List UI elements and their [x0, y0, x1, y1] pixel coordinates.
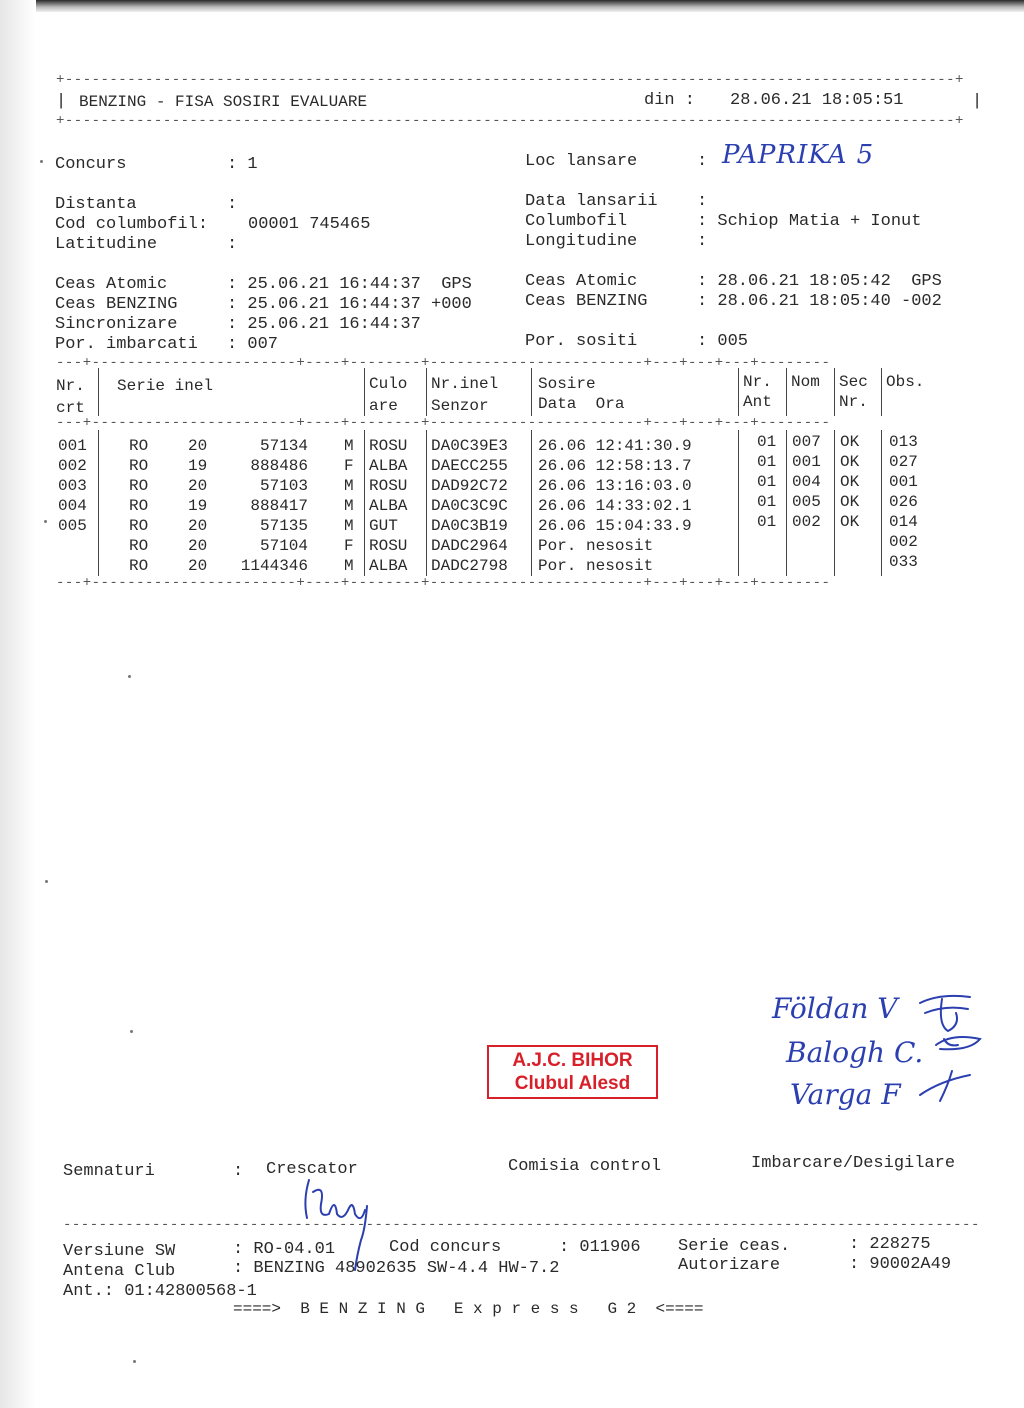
cell-culoare: ROSU	[369, 437, 408, 455]
crescator-label: Crescator	[266, 1160, 358, 1179]
handwritten-name-1: Földan V	[772, 992, 898, 1025]
cell-inel: 57134	[259, 437, 308, 455]
scan-speck	[133, 1360, 136, 1363]
scan-speck	[130, 1030, 133, 1033]
cell-inel: 888417	[250, 497, 308, 515]
table-bottom-border: ---+-----------------------+----+--------+------------------------+---+---+---+--------	[56, 575, 831, 591]
antena-club-value: : BENZING 48902635 SW-4.4 HW-7.2	[233, 1259, 560, 1278]
col-line-2-head	[364, 368, 365, 416]
scan-speck	[40, 160, 43, 163]
stamp-line-2: Clubul Alesd	[514, 1073, 631, 1094]
header-sosire-1: Sosire	[538, 375, 596, 393]
table-top-border: ---+-----------------------+----+--------+------------------------+---+---+---+--------	[56, 355, 831, 371]
cell-inel: 1144346	[240, 557, 308, 575]
cell-ant: 01	[757, 513, 777, 531]
cell-nom: 004	[792, 473, 821, 491]
cell-tara: RO	[129, 477, 149, 495]
cell-sosire: 26.06 12:58:13.7	[538, 457, 692, 475]
header-nr-ant-2: Ant	[743, 393, 772, 411]
cell-tara: RO	[129, 437, 149, 455]
distanta-value: :	[227, 195, 238, 214]
cell-sosire: 26.06 15:04:33.9	[538, 517, 692, 535]
cell-sosire: Por. nesosit	[538, 537, 654, 555]
cell-culoare: ROSU	[369, 537, 408, 555]
versiune-sw-value: : RO-04.01	[233, 1240, 336, 1259]
cell-nr: 002	[58, 457, 87, 475]
cell-ant: 01	[757, 493, 777, 511]
cod-concurs-label: Cod concurs	[389, 1238, 502, 1257]
serie-ceas-value: : 228275	[849, 1235, 931, 1254]
cell-inel: 57104	[259, 537, 308, 555]
cell-inel: 57103	[259, 477, 308, 495]
benzing-express-banner: ====> B E N Z I N G E x p r e s s G 2 <====	[233, 1300, 704, 1318]
por-imbarcati-value: : 007	[227, 335, 279, 354]
col-line-6	[786, 430, 787, 576]
header-nr-crt-2: crt	[56, 399, 85, 417]
cell-sec: OK	[840, 433, 860, 451]
cell-ant: 01	[757, 453, 777, 471]
serie-ceas-label: Serie ceas.	[678, 1237, 791, 1256]
cell-inel: 888486	[250, 457, 308, 475]
data-lansarii-value: :	[697, 192, 708, 211]
cell-tara: RO	[129, 537, 149, 555]
cell-sec: OK	[840, 473, 860, 491]
header-culoare-2: are	[369, 397, 398, 415]
report-date: 28.06.21 18:05:51	[730, 91, 904, 110]
scan-left-edge	[0, 0, 36, 1408]
handwritten-initials	[900, 985, 1000, 1115]
header-sosire-2: Data Ora	[538, 395, 625, 413]
por-sositi-label: Por. sositi	[525, 332, 638, 351]
columbofil-label: Columbofil	[525, 212, 628, 231]
cod-columbofil-value: 00001 745465	[248, 215, 371, 234]
longitudine-label: Longitudine	[525, 232, 638, 251]
col-line-4	[531, 430, 532, 576]
cell-culoare: GUT	[369, 517, 398, 535]
cell-obs: 002	[889, 533, 918, 551]
cell-an: 20	[188, 437, 208, 455]
cell-obs: 027	[889, 453, 918, 471]
concurs-value: : 1	[227, 155, 258, 174]
cell-sec: OK	[840, 453, 860, 471]
antena-club-label: Antena Club	[63, 1262, 176, 1281]
cell-sex: F	[344, 537, 354, 555]
cell-an: 20	[188, 477, 208, 495]
header-nr-crt-1: Nr.	[56, 377, 85, 395]
comisia-control-label: Comisia control	[508, 1157, 662, 1176]
cell-sex: M	[344, 477, 354, 495]
cell-senzor: DAD92C72	[431, 477, 508, 495]
sincronizare-value: : 25.06.21 16:44:37	[227, 315, 421, 334]
col-line-2	[364, 430, 365, 576]
cell-ant: 01	[757, 473, 777, 491]
loc-lansare-sep: :	[697, 152, 708, 171]
cell-an: 19	[188, 457, 208, 475]
cell-culoare: ALBA	[369, 557, 408, 575]
header-sec-nr-1: Sec	[839, 373, 868, 391]
col-line-1-head	[98, 368, 99, 416]
cell-sex: F	[344, 457, 354, 475]
scan-top-edge	[0, 0, 1024, 12]
cell-culoare: ALBA	[369, 497, 408, 515]
cell-sex: M	[344, 517, 354, 535]
report-title: BENZING - FISA SOSIRI EVALUARE	[79, 93, 368, 111]
cell-sec: OK	[840, 513, 860, 531]
header-bottom-border: +----------------------------------------------------------------------------------------------------+	[56, 113, 964, 129]
cell-tara: RO	[129, 457, 149, 475]
ceas-atomic-start-value: : 25.06.21 16:44:37 GPS	[227, 275, 472, 294]
cell-culoare: ROSU	[369, 477, 408, 495]
header-nr-inel-1: Nr.inel	[431, 375, 499, 393]
header-obs: Obs.	[886, 373, 925, 391]
header-sec-nr-2: Nr.	[839, 393, 868, 411]
cell-tara: RO	[129, 517, 149, 535]
col-line-3	[426, 430, 427, 576]
club-stamp	[487, 1045, 658, 1099]
cell-senzor: DA0C3C9C	[431, 497, 508, 515]
header-top-border: +----------------------------------------------------------------------------------------------------+	[56, 72, 964, 88]
cell-an: 20	[188, 537, 208, 555]
cell-an: 19	[188, 497, 208, 515]
columbofil-value: : Schiop Matia + Ionut	[697, 212, 922, 231]
cod-columbofil-label: Cod columbofil:	[55, 215, 209, 234]
col-line-8	[881, 430, 882, 576]
ceas-atomic-start-label: Ceas Atomic	[55, 275, 168, 294]
longitudine-value: :	[697, 232, 708, 251]
por-imbarcati-label: Por. imbarcati	[55, 335, 198, 354]
ceas-benzing-end-value: : 28.06.21 18:05:40 -002	[697, 292, 942, 311]
concurs-label: Concurs	[55, 155, 127, 174]
data-lansarii-label: Data lansarii	[525, 192, 658, 211]
cell-sosire: 26.06 14:33:02.1	[538, 497, 692, 515]
header-nr-ant-1: Nr.	[743, 373, 772, 391]
cell-sex: M	[344, 437, 354, 455]
cell-ant: 01	[757, 433, 777, 451]
cell-obs: 013	[889, 433, 918, 451]
cell-sosire: Por. nesosit	[538, 557, 654, 575]
cell-obs: 026	[889, 493, 918, 511]
col-line-3-head	[426, 368, 427, 416]
header-left-bar: |	[56, 92, 67, 111]
versiune-sw-label: Versiune SW	[63, 1242, 176, 1261]
cell-senzor: DADC2964	[431, 537, 508, 555]
ceas-atomic-end-label: Ceas Atomic	[525, 272, 638, 291]
col-line-4-head	[531, 368, 532, 416]
col-line-7-head	[834, 368, 835, 416]
cell-nr: 003	[58, 477, 87, 495]
scan-speck	[44, 520, 47, 523]
header-nom: Nom	[791, 373, 820, 391]
cell-nom: 002	[792, 513, 821, 531]
cell-senzor: DADC2798	[431, 557, 508, 575]
cell-tara: RO	[129, 497, 149, 515]
autorizare-label: Autorizare	[678, 1256, 781, 1275]
report-date-label: din :	[644, 91, 696, 110]
ceas-benzing-start-label: Ceas BENZING	[55, 295, 178, 314]
header-right-bar: |	[972, 92, 983, 111]
loc-lansare-label: Loc lansare	[525, 152, 638, 171]
table-header-separator: ---+-----------------------+----+--------+------------------------+---+---+---+--------	[56, 415, 831, 431]
cell-nr: 001	[58, 437, 87, 455]
col-line-6-head	[786, 368, 787, 416]
cell-sec: OK	[840, 493, 860, 511]
col-line-1	[98, 430, 99, 576]
autorizare-value: : 90002A49	[849, 1255, 952, 1274]
ceas-benzing-start-value: : 25.06.21 16:44:37 +000	[227, 295, 472, 314]
latitudine-value: :	[227, 235, 238, 254]
cell-obs: 033	[889, 553, 918, 571]
cell-obs: 014	[889, 513, 918, 531]
scan-speck	[128, 675, 131, 678]
loc-lansare-handwritten: PAPRIKA 5	[722, 140, 875, 170]
handwritten-name-2: Balogh C.	[786, 1036, 924, 1069]
cell-nom: 007	[792, 433, 821, 451]
cell-sosire: 26.06 12:41:30.9	[538, 437, 692, 455]
cell-sex: M	[344, 557, 354, 575]
cell-nom: 005	[792, 493, 821, 511]
cell-an: 20	[188, 517, 208, 535]
cell-nr: 005	[58, 517, 87, 535]
footer-separator: -------------------------------------------------------------------------------------------------------	[63, 1217, 980, 1233]
cod-concurs-value: : 011906	[559, 1238, 641, 1257]
semnaturi-sep: :	[233, 1162, 244, 1181]
antena-id: Ant.: 01:42800568-1	[63, 1282, 257, 1301]
cell-obs: 001	[889, 473, 918, 491]
cell-tara: RO	[129, 557, 149, 575]
col-line-7	[834, 430, 835, 576]
header-nr-inel-2: Senzor	[431, 397, 489, 415]
handwritten-name-3: Varga F	[790, 1078, 901, 1111]
cell-inel: 57135	[259, 517, 308, 535]
cell-nr: 004	[58, 497, 87, 515]
sincronizare-label: Sincronizare	[55, 315, 178, 334]
header-culoare-1: Culo	[369, 375, 408, 393]
col-line-8-head	[881, 368, 882, 416]
imbarcare-label: Imbarcare/Desigilare	[751, 1154, 956, 1173]
scan-speck	[45, 880, 48, 883]
cell-an: 20	[188, 557, 208, 575]
cell-senzor: DAECC255	[431, 457, 508, 475]
cell-senzor: DA0C3B19	[431, 517, 508, 535]
cell-sosire: 26.06 13:16:03.0	[538, 477, 692, 495]
col-line-5-head	[738, 368, 739, 416]
ceas-atomic-end-value: : 28.06.21 18:05:42 GPS	[697, 272, 942, 291]
col-line-5	[738, 430, 739, 576]
cell-nom: 001	[792, 453, 821, 471]
distanta-label: Distanta	[55, 195, 137, 214]
cell-sex: M	[344, 497, 354, 515]
ceas-benzing-end-label: Ceas BENZING	[525, 292, 648, 311]
header-serie-inel: Serie inel	[117, 377, 214, 395]
por-sositi-value: : 005	[697, 332, 749, 351]
semnaturi-label: Semnaturi	[63, 1162, 155, 1181]
stamp-line-1: A.J.C. BIHOR	[512, 1050, 633, 1071]
cell-senzor: DA0C39E3	[431, 437, 508, 455]
latitudine-label: Latitudine	[55, 235, 158, 254]
cell-culoare: ALBA	[369, 457, 408, 475]
